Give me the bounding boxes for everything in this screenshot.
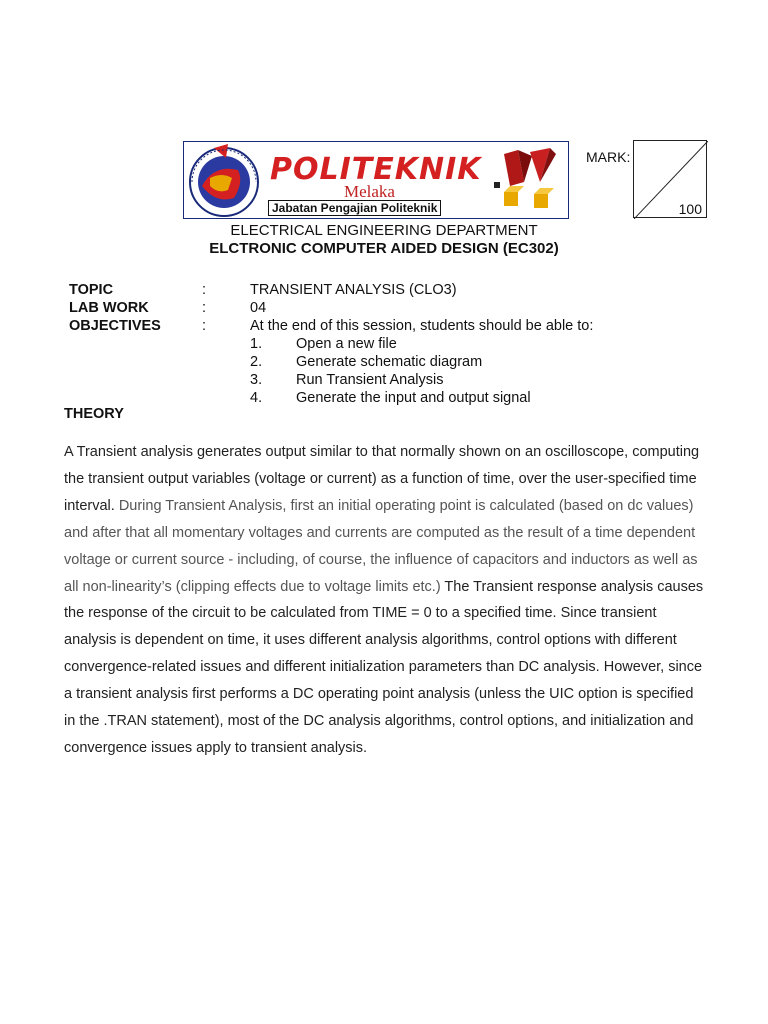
mark-box [633,140,707,218]
lab-work-value: 04 [250,300,267,316]
objective-text: Generate the input and output signal [296,390,531,406]
objective-number: 3. [250,372,263,388]
topic-value: TRANSIENT ANALYSIS (CLO3) [250,282,457,298]
objective-text: Generate schematic diagram [296,354,483,370]
lab-work-label: LAB WORK [69,300,149,316]
objectives-label: OBJECTIVES [69,318,161,334]
logo-subtitle: Jabatan Pengajian Politeknik [268,200,441,216]
objectives-intro: At the end of this session, students should be able to: [250,318,594,334]
theory-heading: THEORY [64,406,124,422]
objective-text: Open a new file [296,336,397,352]
objective-number: 1. [250,336,263,352]
logo-city: Melaka [344,182,395,201]
theory-paragraph [64,439,704,762]
politeknik-logo [183,141,569,219]
topic-label: TOPIC [69,282,114,298]
objective-text: Run Transient Analysis [296,372,444,388]
mark-total: 100 [678,201,702,217]
lab-work-colon: : [202,300,207,316]
theory-text-part3: The Transient response analysis causes the response of the circuit to be calculated from TIME = 0 to a specified time. Since transient analysis is dependent on time, it uses different analysis algorithms, control options with different convergence-related issues and different initialization parameters than DC analysis. However, since a transient analysis first performs a DC operating point analysis (unless the UIC option is specified in the .TRAN statement), most of the DC analysis algorithms, control options, and initialization and convergence issues apply to transient analysis. [64,578,704,756]
course-title: ELCTRONIC COMPUTER AIDED DESIGN (EC302) [209,240,559,257]
mark-label: MARK: [586,149,631,165]
objective-number: 2. [250,354,263,370]
logo-name: POLITEKNIK [270,152,482,187]
topic-colon: : [202,282,207,298]
objectives-colon: : [202,318,207,334]
objective-number: 4. [250,390,263,406]
department-title: ELECTRICAL ENGINEERING DEPARTMENT [230,222,538,239]
theory-text-part1: A Transient analysis generates output similar to that normally shown on an oscilloscope, computing the transient output variables (voltage or current) as a function of time, over the user-specified time interval. [64,444,700,514]
theory-text-part2: During Transient Analysis, first an initial operating point is calculated (based on dc values) and after that all momentary voltages and currents are computed as the result of a time dependent voltage or current source - including, of course, the influence of capacitors and inductors as well as all non-linearity’s (clipping effects due to voltage limits etc.) [64,497,698,595]
